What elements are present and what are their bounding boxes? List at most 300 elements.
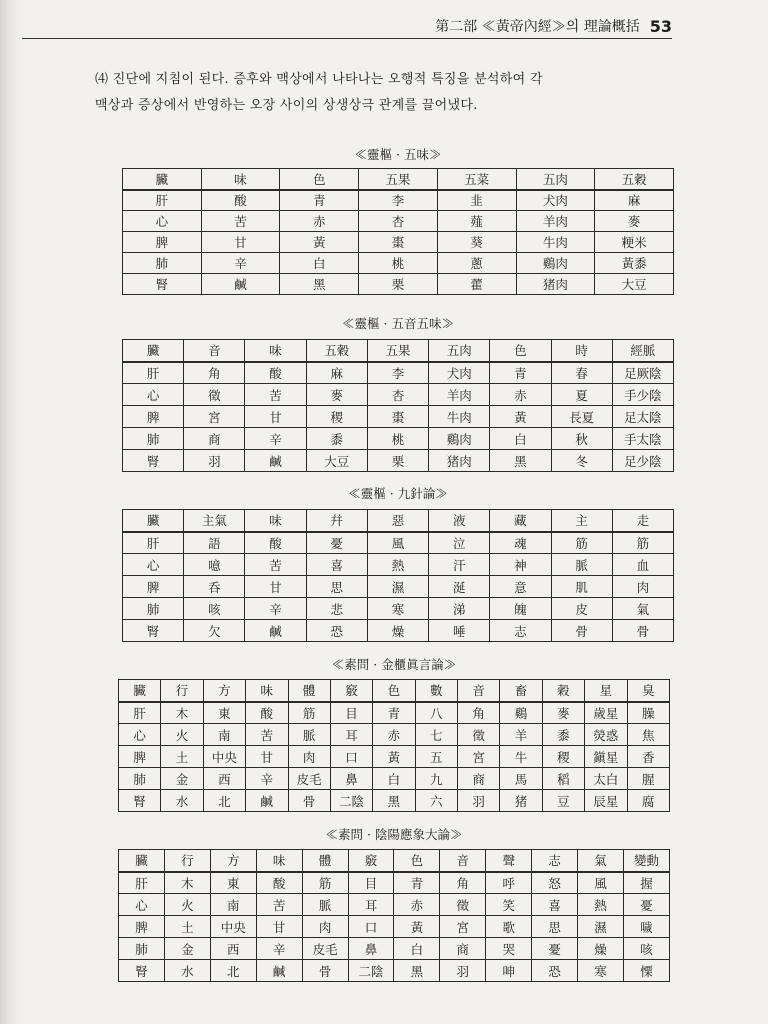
table-header-cell: 幷 — [306, 510, 367, 532]
table-cell: 黃 — [373, 746, 415, 768]
table-row — [119, 790, 670, 812]
table-row — [119, 724, 670, 746]
table-cell: 商 — [184, 428, 245, 450]
table-cell: 手太陰 — [612, 428, 673, 450]
table-cell: 東 — [203, 702, 245, 724]
table-cell: 口 — [330, 746, 372, 768]
table-row — [123, 620, 674, 642]
table-cell: 寒 — [367, 598, 428, 620]
table-cell: 腥 — [627, 768, 670, 790]
table-cell: 濕 — [367, 576, 428, 598]
table-row — [123, 554, 674, 576]
table-cell: 筋 — [288, 702, 330, 724]
table-header-cell: 味 — [246, 680, 288, 702]
table-cell: 熱 — [367, 554, 428, 576]
table-cell: 火 — [164, 894, 210, 916]
table-cell: 心 — [119, 894, 165, 916]
table-cell: 肉 — [302, 916, 348, 938]
table-header-cell: 五肉 — [516, 169, 595, 190]
table-header-cell: 氣 — [578, 850, 624, 872]
table-cell: 熒惑 — [585, 724, 627, 746]
table-header-cell: 音 — [440, 850, 486, 872]
table-cell: 憂 — [623, 894, 669, 916]
table-header-cell: 臟 — [123, 510, 184, 532]
table-cell: 鼻 — [348, 938, 394, 960]
table-cell: 氣 — [612, 598, 673, 620]
table-header-cell: 色 — [373, 680, 415, 702]
table-cell: 肺 — [123, 598, 184, 620]
table-header-cell: 臟 — [123, 340, 184, 362]
table-cell: 意 — [490, 576, 551, 598]
table-cell: 筋 — [551, 532, 612, 554]
table-cell: 金 — [161, 768, 203, 790]
table-cell: 犬肉 — [429, 362, 490, 384]
table-cell: 鷄肉 — [429, 428, 490, 450]
table-cell: 黃 — [280, 232, 359, 253]
table-cell: 肝 — [123, 532, 184, 554]
table-cell: 香 — [627, 746, 670, 768]
table-cell: 棗 — [367, 406, 428, 428]
table-header-cell: 主氣 — [184, 510, 245, 532]
table-cell: 九 — [415, 768, 457, 790]
table-cell: 大豆 — [595, 274, 674, 295]
table-cell: 熱 — [578, 894, 624, 916]
table-cell: 腎 — [123, 450, 184, 472]
table-cell: 甘 — [256, 916, 302, 938]
table-cell: 目 — [348, 872, 394, 894]
table-header-row — [119, 850, 670, 872]
table-header-cell: 畜 — [500, 680, 542, 702]
intro-paragraph — [95, 67, 685, 119]
table-cell: 青 — [373, 702, 415, 724]
table-cell: 心 — [123, 554, 184, 576]
table-cell: 酸 — [201, 190, 280, 211]
table-header-cell: 星 — [585, 680, 627, 702]
table-cell: 苦 — [245, 554, 306, 576]
table-header-row — [119, 680, 670, 702]
table-header-cell: 味 — [256, 850, 302, 872]
table-header-cell: 五果 — [359, 169, 438, 190]
table-cell: 李 — [359, 190, 438, 211]
table-cell: 酸 — [245, 362, 306, 384]
table-cell: 宮 — [458, 746, 500, 768]
table-row — [123, 232, 674, 253]
table-cell: 犬肉 — [516, 190, 595, 211]
table-header-cell: 方 — [210, 850, 256, 872]
table-cell: 肺 — [123, 428, 184, 450]
table-header-cell: 臟 — [119, 850, 165, 872]
table-header-cell: 時 — [551, 340, 612, 362]
table-cell: 徵 — [458, 724, 500, 746]
table-header-cell: 液 — [429, 510, 490, 532]
table-cell: 脈 — [551, 554, 612, 576]
table-cell: 心 — [123, 211, 202, 232]
table-cell: 風 — [367, 532, 428, 554]
table-cell: 足太陰 — [612, 406, 673, 428]
table-cell: 羽 — [458, 790, 500, 812]
table-header-cell: 聲 — [486, 850, 532, 872]
table-cell: 脾 — [123, 576, 184, 598]
table-row — [123, 253, 674, 274]
table-cell: 栗 — [359, 274, 438, 295]
table-cell: 水 — [164, 960, 210, 982]
table-cell: 中央 — [210, 916, 256, 938]
table-row — [123, 532, 674, 554]
correspondence-table — [118, 849, 670, 982]
table-cell: 手少陰 — [612, 384, 673, 406]
table-cell: 腎 — [119, 960, 165, 982]
table-cell: 猪肉 — [516, 274, 595, 295]
table-header-cell: 方 — [203, 680, 245, 702]
table-cell: 白 — [373, 768, 415, 790]
table-cell: 憂 — [306, 532, 367, 554]
table-cell: 骨 — [612, 620, 673, 642]
correspondence-table — [122, 509, 674, 642]
table-cell: 徵 — [184, 384, 245, 406]
table-cell: 春 — [551, 362, 612, 384]
table-cell: 甘 — [245, 576, 306, 598]
table-cell: 腎 — [123, 620, 184, 642]
table-row — [123, 362, 674, 384]
table-cell: 筋 — [612, 532, 673, 554]
table-cell: 大豆 — [306, 450, 367, 472]
table-cell: 桃 — [367, 428, 428, 450]
table-cell: 鹹 — [245, 450, 306, 472]
table-cell: 西 — [210, 938, 256, 960]
table-cell: 辛 — [245, 428, 306, 450]
table-cell: 臊 — [627, 702, 670, 724]
table-cell: 腎 — [123, 274, 202, 295]
correspondence-table — [122, 339, 674, 472]
table-cell: 肝 — [119, 702, 161, 724]
table-cell: 角 — [184, 362, 245, 384]
book-gutter-shadow — [0, 0, 22, 1024]
table-cell: 魂 — [490, 532, 551, 554]
table-header-cell: 臭 — [627, 680, 670, 702]
table-cell: 宮 — [184, 406, 245, 428]
table-header-cell: 穀 — [542, 680, 584, 702]
table-cell: 鹹 — [245, 620, 306, 642]
table-cell: 南 — [203, 724, 245, 746]
table-cell: 水 — [161, 790, 203, 812]
table-cell: 羽 — [440, 960, 486, 982]
table-cell: 蔥 — [437, 253, 516, 274]
table-cell: 脾 — [123, 406, 184, 428]
table-cell: 肺 — [119, 768, 161, 790]
table-cell: 足少陰 — [612, 450, 673, 472]
running-header — [400, 14, 672, 38]
table-cell: 五 — [415, 746, 457, 768]
table-cell: 角 — [458, 702, 500, 724]
table-cell: 噫 — [184, 554, 245, 576]
table-caption: ≪靈樞 · 五音五味≫ — [342, 316, 454, 331]
table-cell: 脈 — [302, 894, 348, 916]
table-cell: 脾 — [119, 746, 161, 768]
table-cell: 韭 — [437, 190, 516, 211]
table-cell: 耳 — [348, 894, 394, 916]
table-row — [123, 576, 674, 598]
table-cell: 李 — [367, 362, 428, 384]
table-cell: 青 — [490, 362, 551, 384]
table-cell: 鼻 — [330, 768, 372, 790]
table-cell: 心 — [119, 724, 161, 746]
table-header-cell: 臟 — [123, 169, 202, 190]
table-row — [119, 938, 670, 960]
table-cell: 麻 — [595, 190, 674, 211]
table-cell: 焦 — [627, 724, 670, 746]
table-cell: 泣 — [429, 532, 490, 554]
table-header-cell: 行 — [161, 680, 203, 702]
table-cell: 白 — [490, 428, 551, 450]
table-cell: 鷄 — [500, 702, 542, 724]
table-cell: 呑 — [184, 576, 245, 598]
table-row — [123, 428, 674, 450]
table-cell: 風 — [578, 872, 624, 894]
table-row — [119, 702, 670, 724]
table-cell: 鎭星 — [585, 746, 627, 768]
table-cell: 脈 — [288, 724, 330, 746]
table-cell: 唾 — [429, 620, 490, 642]
table-cell: 夏 — [551, 384, 612, 406]
table-cell: 北 — [210, 960, 256, 982]
table-cell: 肝 — [123, 190, 202, 211]
table-cell: 鷄肉 — [516, 253, 595, 274]
table-header-cell: 味 — [201, 169, 280, 190]
table-header-cell: 體 — [288, 680, 330, 702]
table-cell: 辰星 — [585, 790, 627, 812]
table-cell: 黃 — [490, 406, 551, 428]
table-cell: 稻 — [542, 768, 584, 790]
table-cell: 肉 — [288, 746, 330, 768]
table-header-cell: 味 — [245, 340, 306, 362]
table-cell: 火 — [161, 724, 203, 746]
table-cell: 辛 — [201, 253, 280, 274]
table-row — [123, 598, 674, 620]
table-cell: 粳米 — [595, 232, 674, 253]
table-cell: 肺 — [119, 938, 165, 960]
table-cell: 足厥陰 — [612, 362, 673, 384]
table-row — [123, 190, 674, 211]
table-header-cell: 惡 — [367, 510, 428, 532]
table-header-cell: 志 — [532, 850, 578, 872]
table-cell: 豆 — [542, 790, 584, 812]
table-header-cell: 行 — [164, 850, 210, 872]
table-cell: 苦 — [246, 724, 288, 746]
table-row — [123, 406, 674, 428]
table-cell: 酸 — [245, 532, 306, 554]
table-cell: 脾 — [123, 232, 202, 253]
table-cell: 思 — [532, 916, 578, 938]
table-cell: 涕 — [429, 598, 490, 620]
table-cell: 赤 — [394, 894, 440, 916]
table-caption: ≪靈樞 · 五味≫ — [354, 147, 442, 162]
table-row — [123, 211, 674, 232]
table-cell: 甘 — [245, 406, 306, 428]
table-cell: 二陰 — [330, 790, 372, 812]
table-cell: 商 — [458, 768, 500, 790]
table-cell: 魄 — [490, 598, 551, 620]
table-header-cell: 五穀 — [306, 340, 367, 362]
chapter-title: 第二部 ≪黃帝內經≫의 理論概括 — [435, 19, 640, 35]
table-cell: 寒 — [578, 960, 624, 982]
table-cell: 黍 — [542, 724, 584, 746]
table-cell: 麻 — [306, 362, 367, 384]
table-cell: 辛 — [256, 938, 302, 960]
table-row — [119, 916, 670, 938]
table-row — [123, 274, 674, 295]
table-cell: 黑 — [373, 790, 415, 812]
table-cell: 秋 — [551, 428, 612, 450]
table-header-cell: 音 — [184, 340, 245, 362]
table-cell: 肌 — [551, 576, 612, 598]
table-cell: 木 — [161, 702, 203, 724]
table-header-cell: 色 — [394, 850, 440, 872]
table-header-cell: 走 — [612, 510, 673, 532]
table-cell: 牛 — [500, 746, 542, 768]
table-cell: 藿 — [437, 274, 516, 295]
table-cell: 神 — [490, 554, 551, 576]
table-header-cell: 味 — [245, 510, 306, 532]
table-cell: 歌 — [486, 916, 532, 938]
table-cell: 慄 — [623, 960, 669, 982]
table-cell: 皮毛 — [288, 768, 330, 790]
table-cell: 涎 — [429, 576, 490, 598]
table-cell: 白 — [280, 253, 359, 274]
table-header-cell: 臟 — [119, 680, 161, 702]
table-cell: 羊 — [500, 724, 542, 746]
table-cell: 羽 — [184, 450, 245, 472]
table-cell: 宮 — [440, 916, 486, 938]
table-cell: 哭 — [486, 938, 532, 960]
table-cell: 呼 — [486, 872, 532, 894]
table-cell: 辛 — [246, 768, 288, 790]
table-caption: ≪素問 · 金櫃眞言論≫ — [331, 657, 457, 672]
table-cell: 稷 — [542, 746, 584, 768]
table-cell: 麥 — [306, 384, 367, 406]
table-cell: 黃黍 — [595, 253, 674, 274]
table-cell: 燥 — [367, 620, 428, 642]
table-cell: 耳 — [330, 724, 372, 746]
table-cell: 馬 — [500, 768, 542, 790]
table-cell: 稷 — [306, 406, 367, 428]
table-cell: 鹹 — [201, 274, 280, 295]
table-cell: 辛 — [245, 598, 306, 620]
table-cell: 木 — [164, 872, 210, 894]
table-cell: 鹹 — [246, 790, 288, 812]
table-cell: 徵 — [440, 894, 486, 916]
table-cell: 口 — [348, 916, 394, 938]
table-cell: 土 — [161, 746, 203, 768]
table-cell: 商 — [440, 938, 486, 960]
table-cell: 北 — [203, 790, 245, 812]
correspondence-table — [122, 168, 674, 295]
table-cell: 赤 — [373, 724, 415, 746]
table-header-cell: 藏 — [490, 510, 551, 532]
table-cell: 赤 — [490, 384, 551, 406]
table-header-cell: 竅 — [348, 850, 394, 872]
table-header-cell: 五穀 — [595, 169, 674, 190]
table-cell: 黃 — [394, 916, 440, 938]
table-cell: 甘 — [246, 746, 288, 768]
table-cell: 肝 — [119, 872, 165, 894]
table-cell: 長夏 — [551, 406, 612, 428]
table-row — [123, 384, 674, 406]
table-cell: 欠 — [184, 620, 245, 642]
table-cell: 薤 — [437, 211, 516, 232]
table-cell: 麥 — [542, 702, 584, 724]
table-cell: 苦 — [256, 894, 302, 916]
table-row — [119, 894, 670, 916]
table-cell: 骨 — [551, 620, 612, 642]
table-cell: 羊肉 — [429, 384, 490, 406]
table-cell: 牛肉 — [516, 232, 595, 253]
table-cell: 呻 — [486, 960, 532, 982]
table-cell: 骨 — [302, 960, 348, 982]
table-cell: 桃 — [359, 253, 438, 274]
table-cell: 皮 — [551, 598, 612, 620]
table-row — [119, 960, 670, 982]
table-header-cell: 色 — [490, 340, 551, 362]
table-cell: 肉 — [612, 576, 673, 598]
table-cell: 中央 — [203, 746, 245, 768]
table-cell: 恐 — [532, 960, 578, 982]
table-cell: 皮毛 — [302, 938, 348, 960]
table-cell: 苦 — [245, 384, 306, 406]
table-cell: 鹹 — [256, 960, 302, 982]
table-cell: 猪 — [500, 790, 542, 812]
table-header-cell: 體 — [302, 850, 348, 872]
table-cell: 甘 — [201, 232, 280, 253]
table-cell: 恐 — [306, 620, 367, 642]
table-cell: 六 — [415, 790, 457, 812]
table-cell: 牛肉 — [429, 406, 490, 428]
table-cell: 憂 — [532, 938, 578, 960]
table-header-row — [123, 510, 674, 532]
table-cell: 金 — [164, 938, 210, 960]
table-cell: 麥 — [595, 211, 674, 232]
table-cell: 杏 — [359, 211, 438, 232]
table-cell: 青 — [394, 872, 440, 894]
table-cell: 目 — [330, 702, 372, 724]
table-cell: 酸 — [246, 702, 288, 724]
table-cell: 黍 — [306, 428, 367, 450]
table-caption: ≪靈樞 · 九針論≫ — [348, 486, 448, 501]
table-cell: 東 — [210, 872, 256, 894]
intro-line: ⑷ 진단에 지침이 된다. 증후와 맥상에서 나타나는 오행적 특징을 분석하여 각 — [95, 72, 543, 87]
table-cell: 心 — [123, 384, 184, 406]
table-header-cell: 經脈 — [612, 340, 673, 362]
table-cell: 苦 — [201, 211, 280, 232]
table-cell: 猪肉 — [429, 450, 490, 472]
table-header-cell: 五肉 — [429, 340, 490, 362]
table-cell: 南 — [210, 894, 256, 916]
table-cell: 七 — [415, 724, 457, 746]
table-cell: 脾 — [119, 916, 165, 938]
table-cell: 黑 — [280, 274, 359, 295]
intro-line: 맥상과 증상에서 반영하는 오장 사이의 상생상극 관계를 끌어냈다. — [95, 98, 478, 113]
table-cell: 噦 — [623, 916, 669, 938]
table-cell: 筋 — [302, 872, 348, 894]
table-header-cell: 變動 — [623, 850, 669, 872]
table-cell: 肝 — [123, 362, 184, 384]
table-cell: 汗 — [429, 554, 490, 576]
table-cell: 歲星 — [585, 702, 627, 724]
table-cell: 喜 — [532, 894, 578, 916]
table-cell: 握 — [623, 872, 669, 894]
table-cell: 黑 — [394, 960, 440, 982]
table-header-cell: 音 — [458, 680, 500, 702]
table-cell: 西 — [203, 768, 245, 790]
